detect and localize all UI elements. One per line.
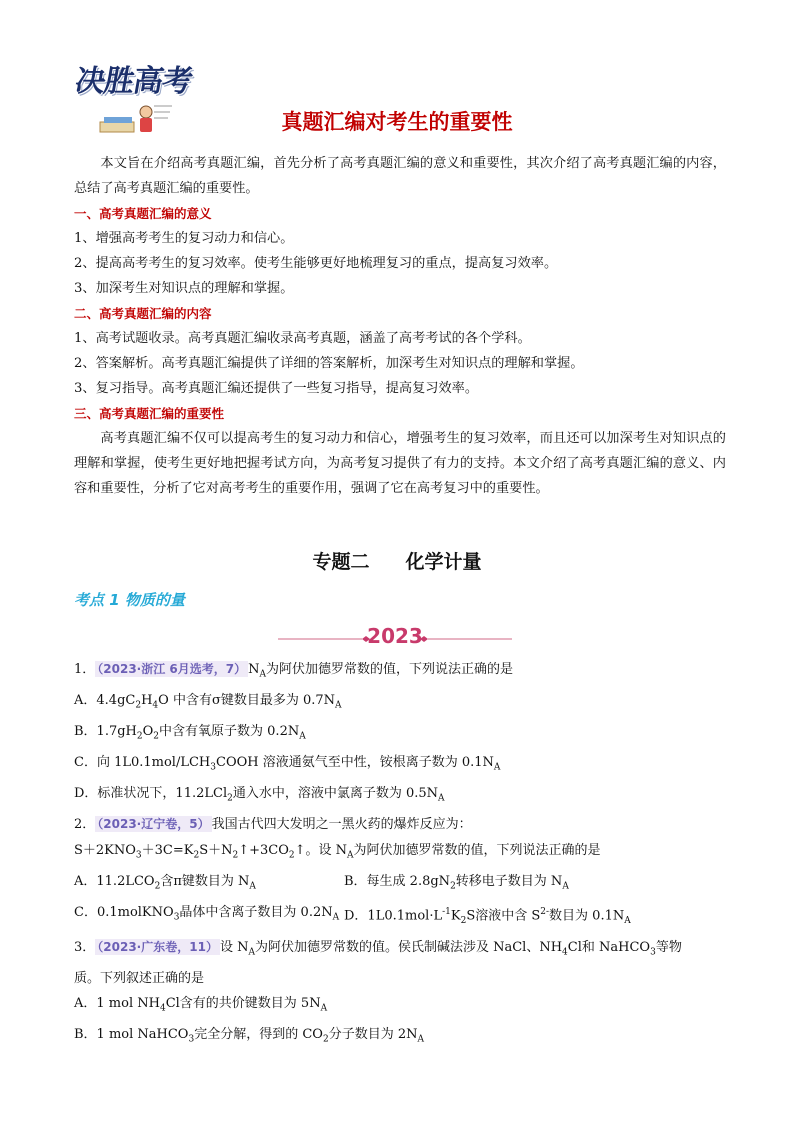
document-title: 真题汇编对考生的重要性 [281, 110, 513, 134]
reaction-equation: $S+2KNO_3+3C=K_2S+N_2↑+3CO_2↑$。设 $N_A$为阿伏加德罗常数的值，下列说法正确的是 [74, 842, 601, 861]
question-source-tag: （2023·浙江 6月选考，7） [97, 662, 247, 676]
option-c: C．向 $1L0.1mol/LCH_3COOH$ 溶液通氨气至中性，铵根离子数为 $0.1N_A$ [74, 755, 501, 773]
option-a: A．$4.4gC_2H_4O$ 中含有σ键数目最多为 $0.7N_A$ [74, 693, 342, 711]
option-b: B．1 mol NaHCO$_3$完全分解，得到的 $CO_2$分子数目为 $2N_A$ [74, 1027, 424, 1045]
question-3-stem: 3． （2023·广东卷，11） 设 $N_A$为阿伏加德罗常数的值。侯氏制碱法涉及 NaCl、$NH_4Cl$和 NaHCO$_3$等物 [74, 939, 682, 958]
topic-title [0, 547, 794, 574]
topic-number: 专题二 [312, 551, 370, 573]
list-item: 2、答案解析。高考真题汇编提供了详细的答案解析，加深考生对知识点的理解和掌握。 [74, 356, 584, 371]
year-divider [270, 624, 520, 654]
logo-text: 决胜高考 [72, 64, 195, 99]
section-heading-2: 二、高考真题汇编的内容 [74, 306, 212, 321]
intro-paragraph: 本文旨在介绍高考真题汇编，首先分析了高考真题汇编的意义和重要性，其次介绍了高考真题汇编的内容，总结了高考真题汇编的重要性。 [74, 156, 726, 196]
list-item: 2、提高高考考生的复习效率。使考生能够更好地梳理复习的重点，提高复习效率。 [74, 256, 558, 271]
question-3-stem-cont: 质。下列叙述正确的是 [74, 970, 205, 986]
option-b: B．每生成 $2.8gN_2$转移电子数目为 $N_A$ [344, 874, 569, 892]
list-item: 3、加深考生对知识点的理解和掌握。 [74, 281, 294, 296]
section-heading-3: 三、高考真题汇编的重要性 [74, 406, 225, 421]
options-row [74, 869, 726, 900]
option-d: D．$1L0.1mol\cdot L^{-1}K_2S$溶液中含 $S^{2-}$数目为 $0.1N_A$ [344, 907, 631, 927]
intro-content [74, 151, 726, 501]
option-c: C．0.1molKNO$_3$晶体中含离子数目为 $0.2N_A$ [74, 905, 340, 923]
option-a: A．$11.2LCO_2$含π键数目为 $N_A$ [74, 874, 256, 892]
list-item: 1、高考试题收录。高考真题汇编收录高考真题，涵盖了高考考试的各个学科。 [74, 331, 531, 346]
list-item: 1、增强高考考生的复习动力和信心。 [74, 231, 294, 246]
question-source-tag: （2023·辽宁卷，5） [97, 817, 210, 832]
question-1-stem: 1． （2023·浙江 6月选考，7） $N_A$为阿伏加德罗常数的值，下列说法正确的是 [74, 662, 514, 680]
list-item: 3、复习指导。高考真题汇编还提供了一些复习指导，提高复习效率。 [74, 381, 479, 396]
option-b: B．$1.7gH_2O_2$中含有氧原子数为 $0.2N_A$ [74, 724, 306, 742]
question-source-tag: （2023·广东卷，11） [97, 939, 218, 954]
section-heading-1: 一、高考真题汇编的意义 [74, 206, 212, 221]
question-2-stem: 2． （2023·辽宁卷，5） 我国古代四大发明之一黑火药的爆炸反应为： [74, 817, 472, 833]
option-a: A．1 mol $NH_4Cl$含有的共价键数目为 $5N_A$ [74, 996, 328, 1014]
options-row [74, 900, 726, 934]
option-d: D．标准状况下，11.2LCl$_2$通入水中，溶液中氯离子数为 $0.5N_A$ [74, 786, 445, 804]
year-label: 2023 [367, 624, 423, 648]
kaodian-heading: 考点 1 物质的量 [74, 591, 185, 609]
questions [74, 657, 726, 1053]
topic-name: 化学计量 [405, 551, 482, 573]
conclusion-paragraph: 高考真题汇编不仅可以提高考生的复习动力和信心，增强考生的复习效率，而且还可以加深考生对知识点的理解和掌握，使考生更好地把握考试方向，为高考复习提供了有力的支持。本文介绍了高考真题汇编的意义、内容和重要性，分析了它对高考考生的重要作用，强调了它在高考复习中的重要性。 [74, 431, 726, 496]
